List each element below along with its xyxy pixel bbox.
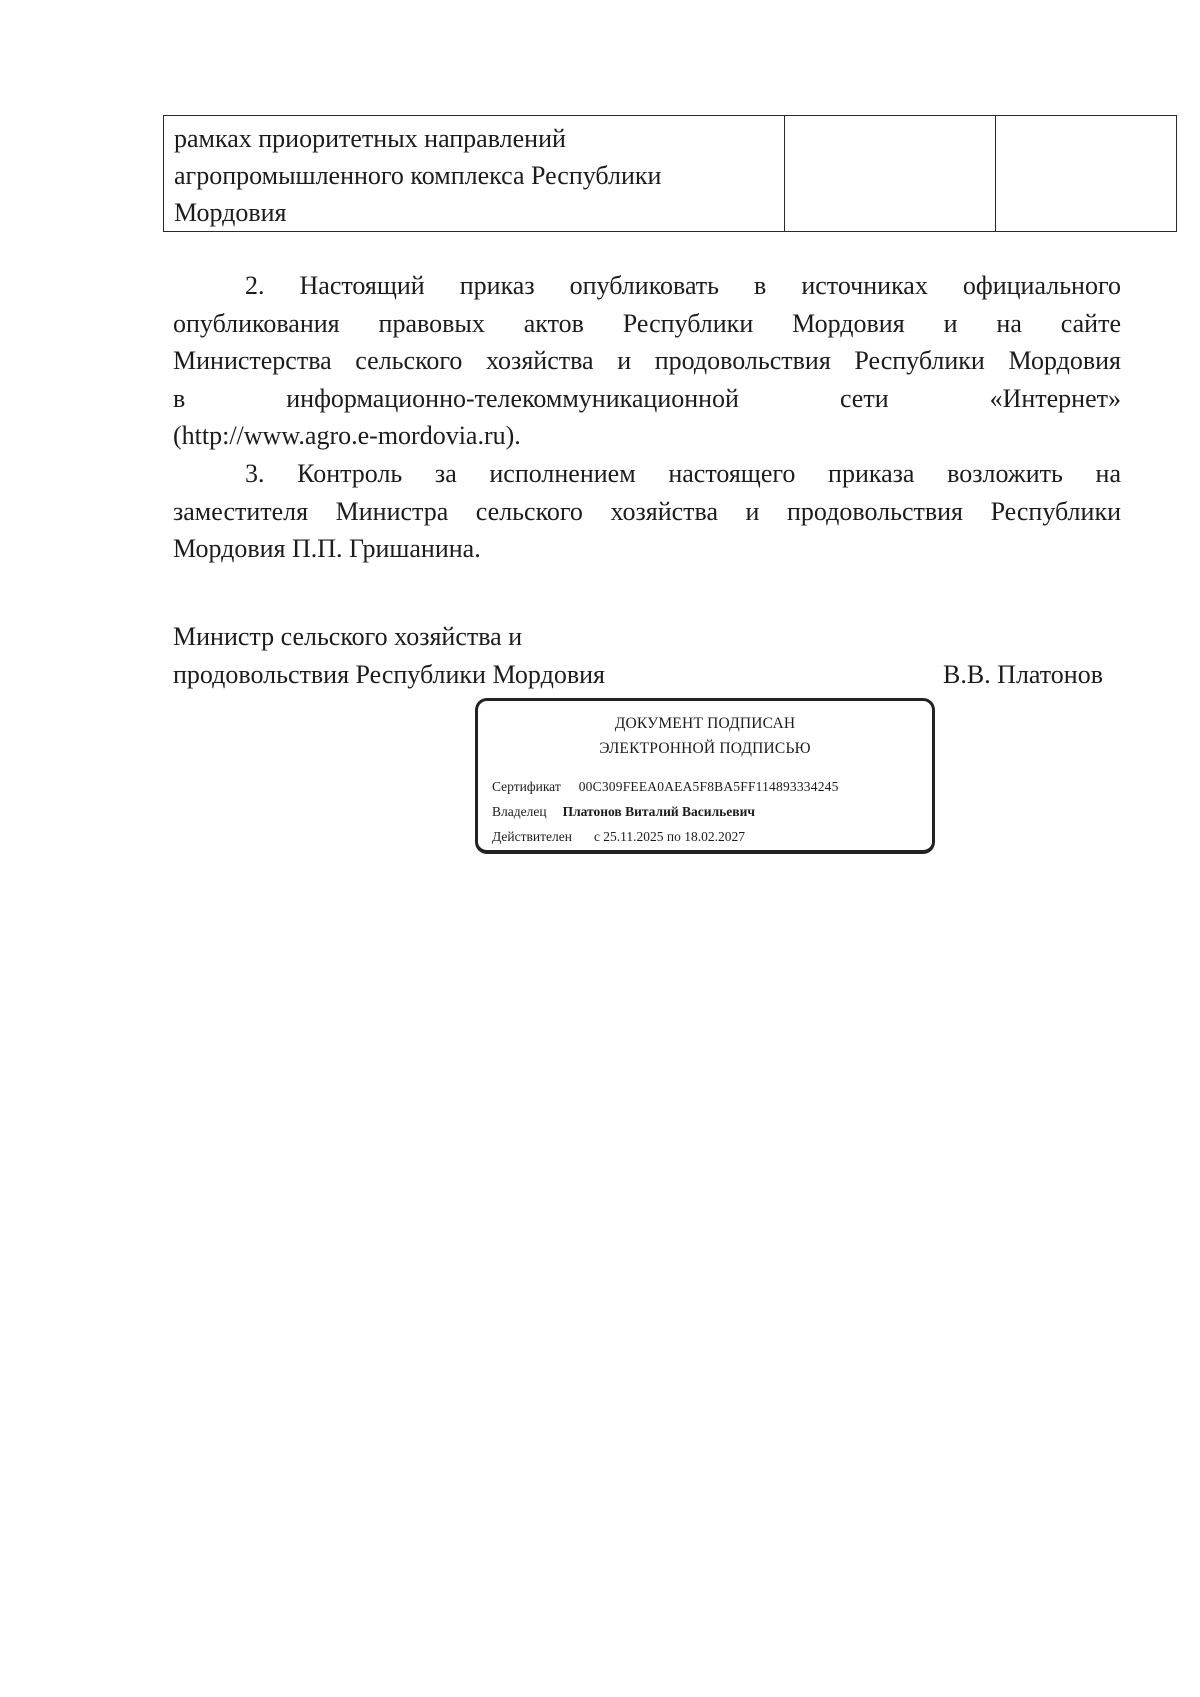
paragraph-line: Мордовия П.П. Гришанина. — [173, 534, 481, 563]
continuation-table — [163, 115, 1177, 232]
owner-value: Платонов Виталий Васильевич — [562, 804, 755, 819]
table-row — [164, 116, 1177, 232]
paragraph-line: Министерства сельского хозяйства и продовольствия Республики Мордовия — [173, 346, 1121, 375]
validity-label: Действителен — [492, 829, 572, 844]
certificate-value: 00C309FEEA0AEA5F8BA5FF114893334245 — [578, 779, 839, 794]
paragraph-publication — [173, 267, 1121, 455]
table-cell-line: агропромышленного комплекса Республики — [174, 161, 662, 190]
table-cell-empty — [996, 116, 1177, 232]
validity-value: с 25.11.2025 по 18.02.2027 — [593, 829, 746, 844]
paragraph-line: заместителя Министра сельского хозяйства и продовольствия Республики — [173, 496, 1121, 526]
table-cell-empty — [785, 116, 996, 232]
paragraph-line: (http://www.agro.e-mordovia.ru). — [173, 421, 521, 450]
paragraph-line: в информационно-телекоммуникационной сети «Интернет» — [173, 383, 1121, 413]
table-cell-description — [164, 116, 785, 232]
electronic-signature-stamp — [475, 698, 935, 854]
table-cell-line: Мордовия — [174, 198, 287, 227]
certificate-label: Сертификат — [492, 779, 561, 794]
table-cell-line: рамках приоритетных направлений — [174, 124, 566, 153]
signer-name: В.В. Платонов — [942, 659, 1103, 689]
paragraph-control — [173, 455, 1121, 568]
paragraph-line: 2. Настоящий приказ опубликовать в источниках официального — [245, 271, 1121, 300]
stamp-validity-row — [492, 828, 745, 846]
signature-block — [173, 618, 1103, 693]
stamp-owner-row — [492, 803, 755, 821]
stamp-title-line: ЭЛЕКТРОННОЙ ПОДПИСЬЮ — [599, 740, 811, 757]
stamp-title — [478, 711, 932, 761]
paragraph-line: 3. Контроль за исполнением настоящего приказа возложить на — [245, 459, 1121, 488]
stamp-title-line: ДОКУМЕНТ ПОДПИСАН — [614, 715, 796, 732]
signer-position-line: продовольствия Республики Мордовия — [173, 659, 605, 689]
signer-position-line: Министр сельского хозяйства и — [173, 622, 523, 651]
stamp-certificate-row — [492, 778, 839, 796]
paragraph-line: опубликования правовых актов Республики Мордовия и на сайте — [173, 308, 1121, 338]
owner-label: Владелец — [492, 804, 547, 819]
